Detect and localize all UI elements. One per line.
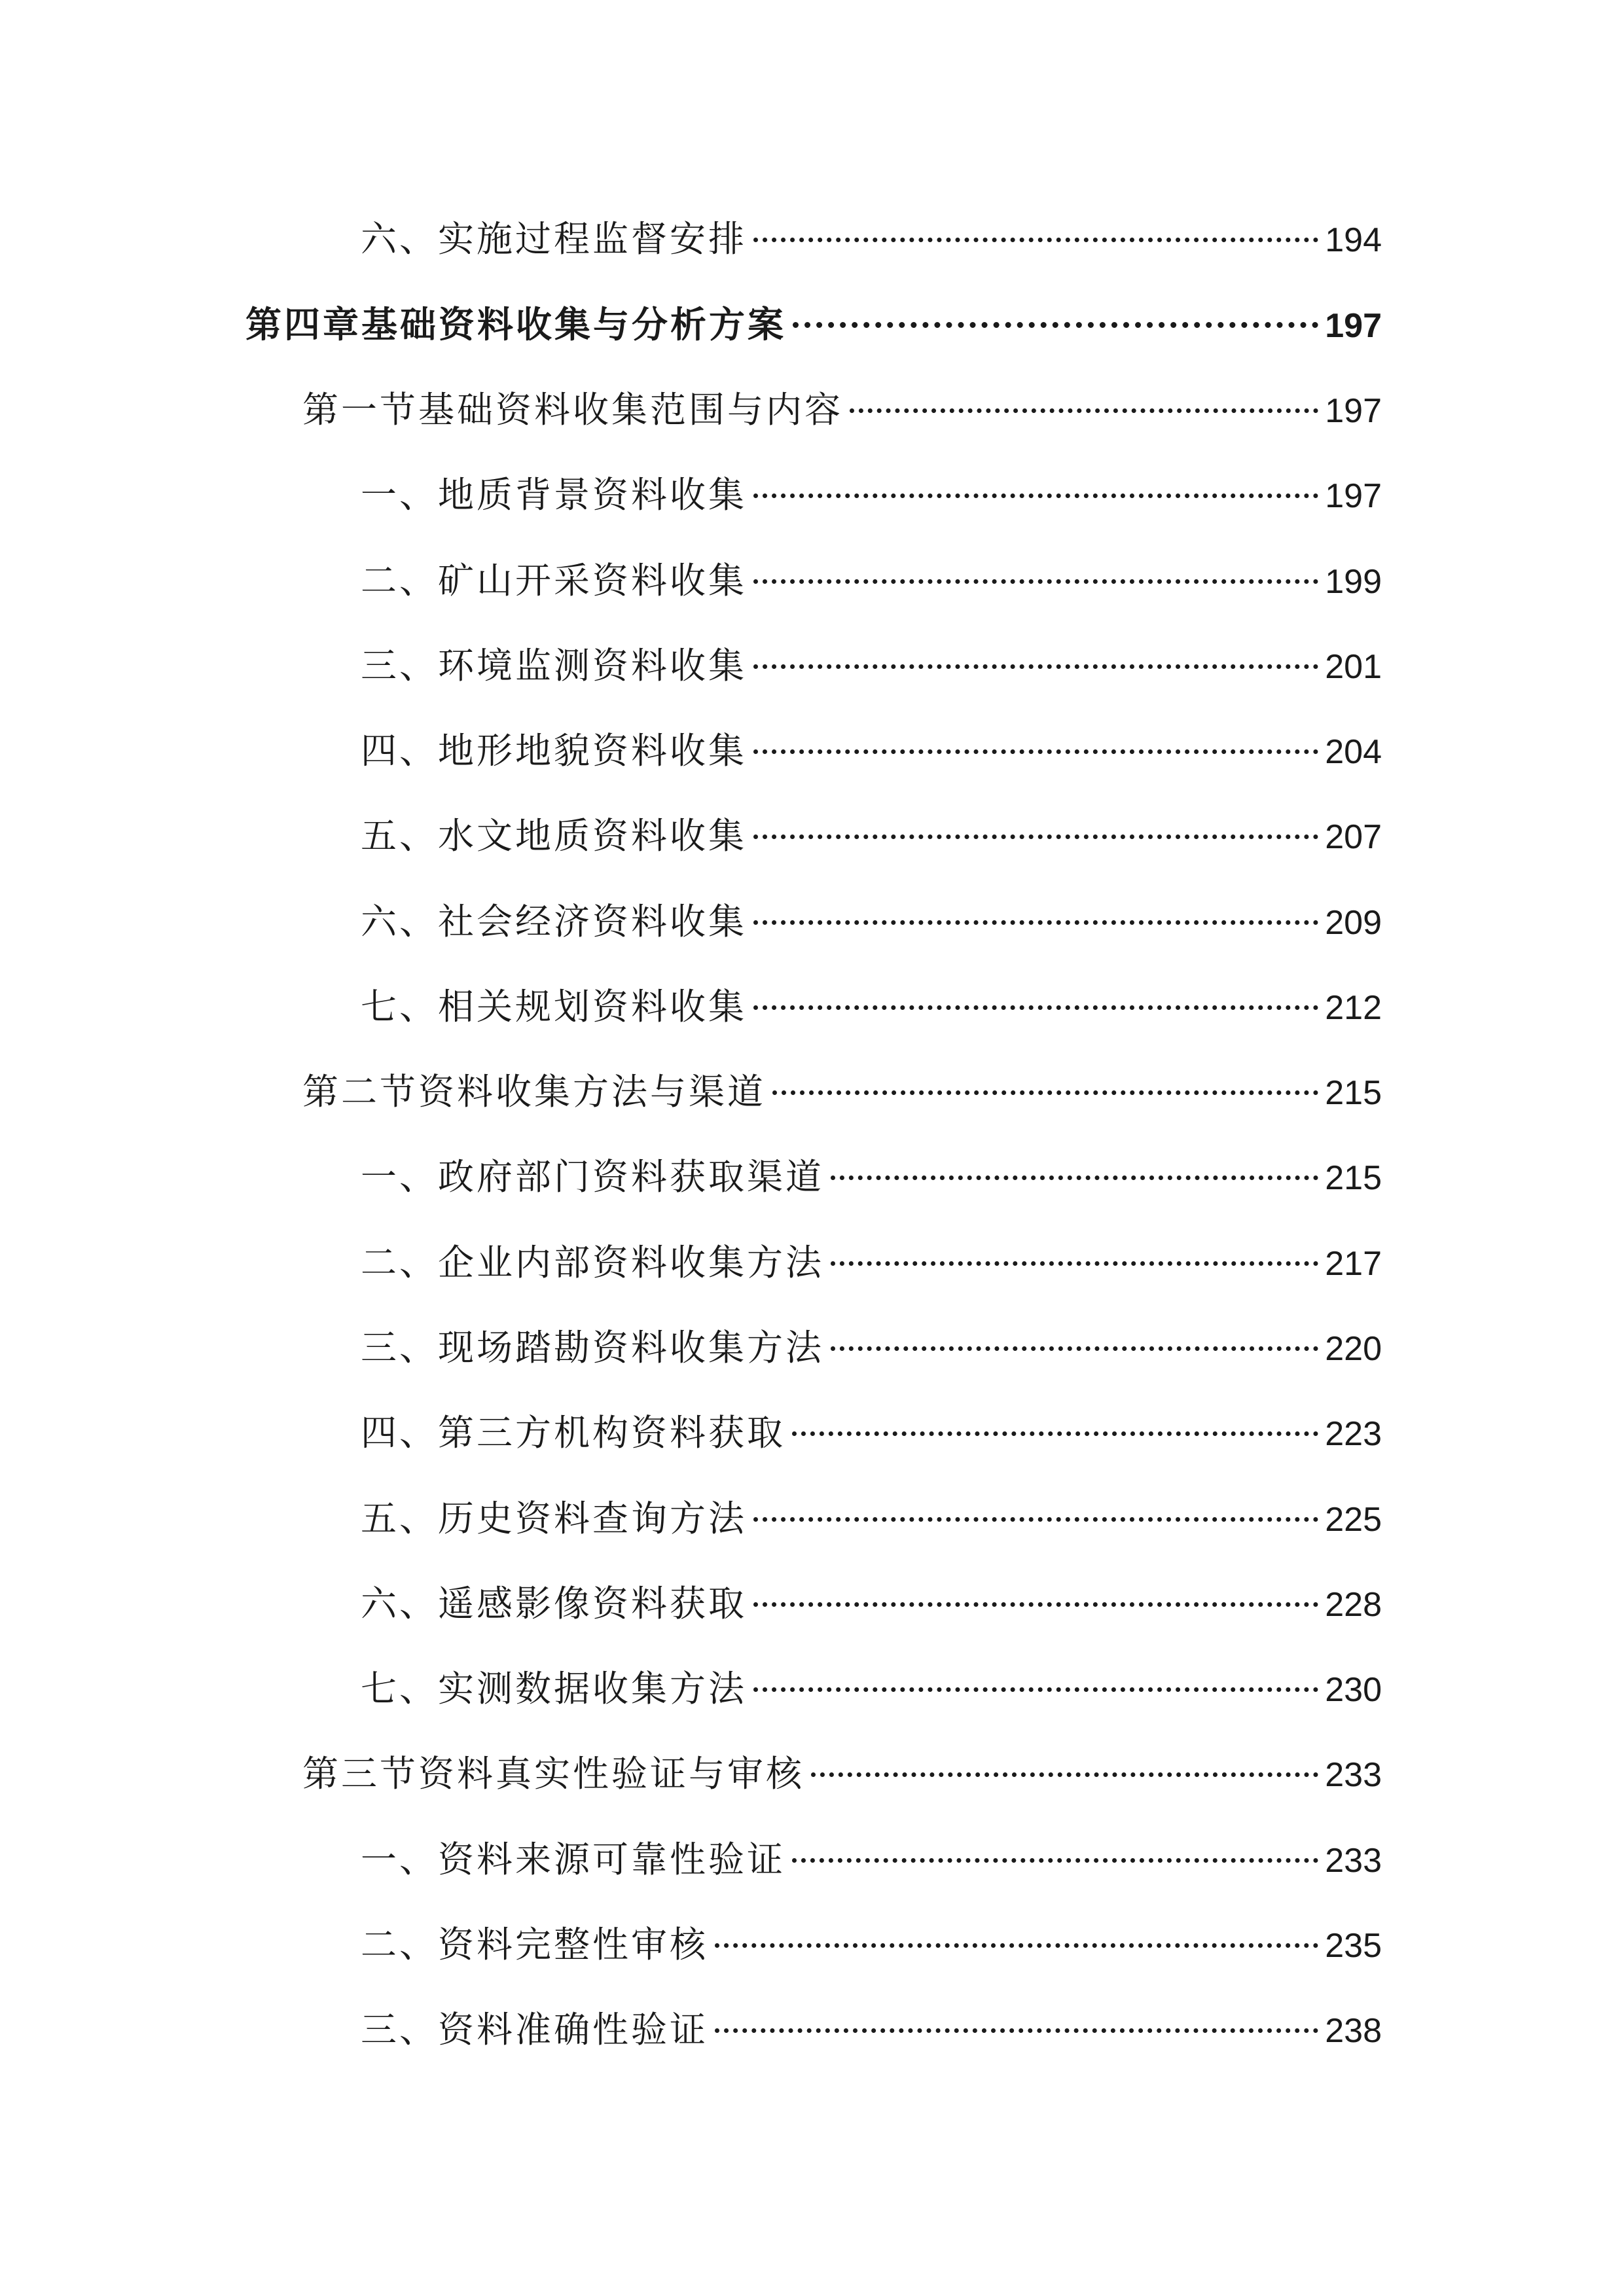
toc-entry-page: 212 (1325, 989, 1382, 1027)
dot-leader (831, 1261, 1318, 1266)
toc-entry-page: 197 (1325, 307, 1382, 345)
toc-entry[interactable] (361, 206, 1382, 272)
toc-entry[interactable] (361, 1571, 1382, 1636)
toc-entry-title: 第一节基础资料收集范围与内容 (302, 389, 844, 431)
dot-leader (850, 408, 1318, 413)
toc-entry-page: 207 (1325, 818, 1382, 856)
toc-entry-page: 217 (1325, 1245, 1382, 1283)
toc-entry-title: 一、政府部门资料获取渠道 (361, 1156, 825, 1198)
toc-entry-page: 204 (1325, 733, 1382, 771)
dot-leader (753, 920, 1318, 925)
toc-entry[interactable] (361, 1315, 1382, 1380)
toc-entry[interactable] (361, 1912, 1382, 1977)
dot-leader (811, 1772, 1318, 1777)
toc-entry-page: 230 (1325, 1671, 1382, 1709)
dot-leader (753, 834, 1318, 839)
dot-leader (792, 1858, 1318, 1863)
dot-leader (753, 1005, 1318, 1010)
toc-entry[interactable] (361, 718, 1382, 783)
dot-leader (753, 749, 1318, 754)
toc-entry[interactable] (361, 462, 1382, 528)
toc-entry-title: 四、地形地貌资料收集 (361, 730, 748, 772)
dot-leader (753, 1517, 1318, 1522)
toc-entry-page: 199 (1325, 563, 1382, 601)
toc-entry-title: 第四章基础资料收集与分析方案 (245, 304, 787, 346)
toc-entry-page: 238 (1325, 2012, 1382, 2050)
toc-entry-page: 228 (1325, 1586, 1382, 1624)
toc-entry-title: 六、遥感影像资料获取 (361, 1583, 748, 1624)
toc-entry-title: 六、社会经济资料收集 (361, 901, 748, 942)
toc-entry[interactable] (361, 889, 1382, 954)
toc-chapter-entry[interactable] (245, 292, 1382, 357)
toc-section-entry[interactable] (302, 1741, 1382, 1806)
toc-entry-title: 一、地质背景资料收集 (361, 474, 748, 516)
dot-leader (753, 664, 1318, 669)
dot-leader (793, 322, 1318, 328)
toc-entry[interactable] (361, 633, 1382, 698)
toc-section-entry[interactable] (302, 1059, 1382, 1124)
toc-entry[interactable] (361, 1230, 1382, 1295)
toc-entry[interactable] (361, 548, 1382, 613)
dot-leader (753, 493, 1318, 498)
toc-entry-title: 三、现场踏勘资料收集方法 (361, 1327, 825, 1369)
toc-entry-title: 四、第三方机构资料获取 (361, 1412, 786, 1454)
toc-entry-page: 235 (1325, 1927, 1382, 1965)
dot-leader (831, 1346, 1318, 1351)
toc-entry-page: 197 (1325, 477, 1382, 515)
toc-entry[interactable] (361, 1486, 1382, 1551)
toc-entry-page: 233 (1325, 1842, 1382, 1880)
toc-entry-page: 233 (1325, 1756, 1382, 1794)
dot-leader (753, 1602, 1318, 1607)
toc-entry-page: 225 (1325, 1501, 1382, 1539)
toc-entry[interactable] (361, 974, 1382, 1039)
dot-leader (715, 1943, 1318, 1948)
dot-leader (831, 1175, 1318, 1180)
dot-leader (772, 1090, 1318, 1095)
toc-entry[interactable] (361, 1656, 1382, 1721)
toc-entry-page: 209 (1325, 904, 1382, 942)
dot-leader (792, 1431, 1318, 1436)
toc-entry-page: 220 (1325, 1330, 1382, 1368)
toc-entry[interactable] (361, 1144, 1382, 1210)
toc-entry-title: 二、矿山开采资料收集 (361, 560, 748, 601)
toc-entry-page: 223 (1325, 1415, 1382, 1453)
toc-entry-title: 二、资料完整性审核 (361, 1924, 709, 1965)
toc-entry-title: 第二节资料收集方法与渠道 (302, 1071, 767, 1113)
toc-entry-page: 194 (1325, 221, 1382, 259)
toc-entry-title: 七、相关规划资料收集 (361, 986, 748, 1028)
toc-entry[interactable] (361, 1400, 1382, 1465)
dot-leader (753, 238, 1318, 242)
toc-entry-title: 三、环境监测资料收集 (361, 645, 748, 687)
toc-entry-page: 197 (1325, 392, 1382, 430)
toc-entry-title: 六、实施过程监督安排 (361, 218, 748, 260)
dot-leader (753, 1687, 1318, 1692)
dot-leader (715, 2028, 1318, 2033)
toc-section-entry[interactable] (302, 377, 1382, 442)
toc-entry-title: 三、资料准确性验证 (361, 2009, 709, 2051)
toc-entry-title: 五、历史资料查询方法 (361, 1498, 748, 1539)
toc-entry[interactable] (361, 803, 1382, 869)
toc-entry-title: 七、实测数据收集方法 (361, 1668, 748, 1710)
toc-entry-page: 201 (1325, 648, 1382, 686)
toc-entry-page: 215 (1325, 1159, 1382, 1197)
toc-entry-title: 二、企业内部资料收集方法 (361, 1242, 825, 1283)
toc-entry-title: 一、资料来源可靠性验证 (361, 1839, 786, 1880)
dot-leader (753, 579, 1318, 584)
toc-entry-title: 第三节资料真实性验证与审核 (302, 1753, 805, 1795)
toc-entry[interactable] (361, 1827, 1382, 1892)
toc-entry-title: 五、水文地质资料收集 (361, 815, 748, 857)
toc-entry-page: 215 (1325, 1074, 1382, 1112)
toc-entry[interactable] (361, 1997, 1382, 2062)
